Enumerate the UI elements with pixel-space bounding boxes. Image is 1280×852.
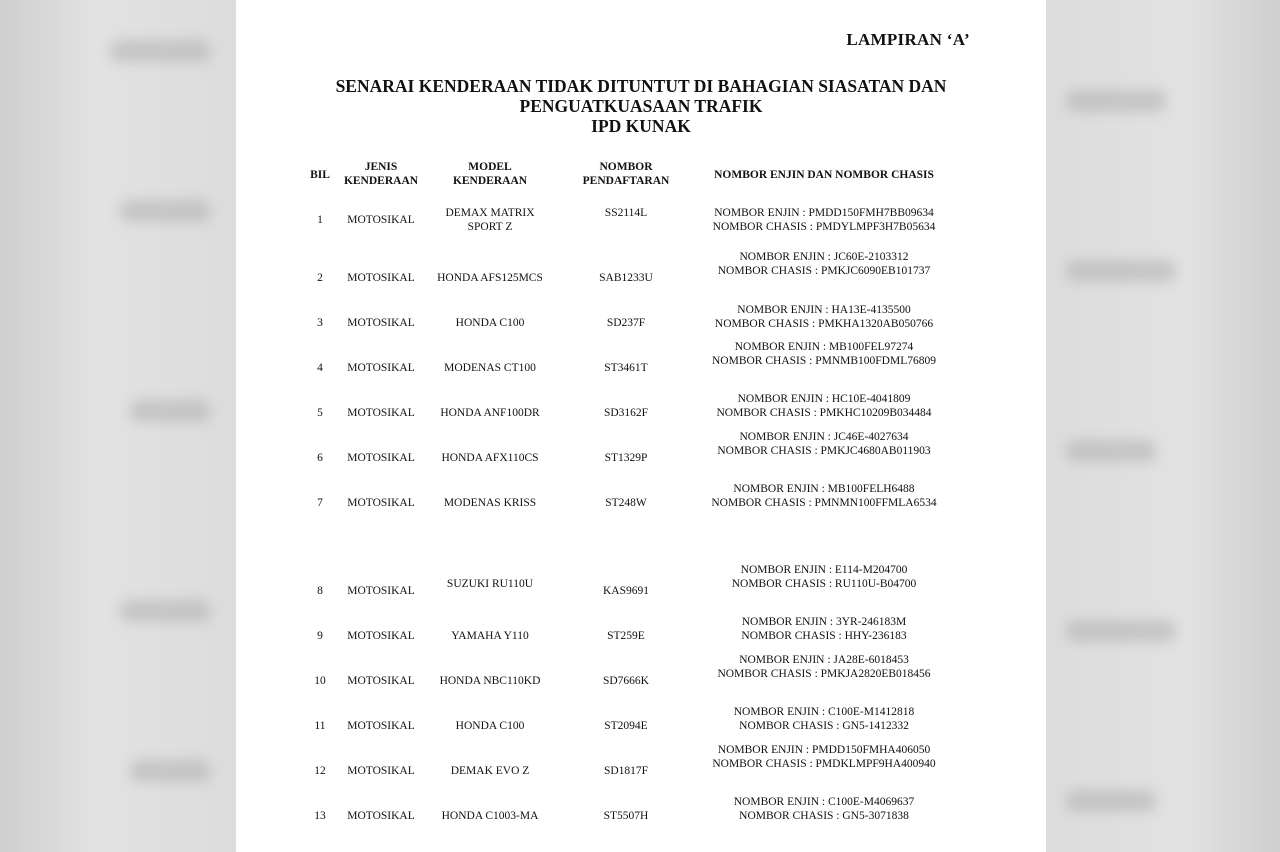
document-page (236, 0, 1046, 852)
row-nombor-enjin: NOMBOR ENJIN : HA13E-4135500 (737, 304, 911, 316)
row-nombor-chasis: NOMBOR CHASIS : PMNMB100FDML76809 (712, 355, 936, 367)
row-jenis: MOTOSIKAL (347, 720, 415, 732)
header-nombor (566, 160, 686, 188)
row-jenis: MOTOSIKAL (347, 452, 415, 464)
header-nombor-line2: PENDAFTARAN (582, 175, 670, 187)
row-model: YAMAHA Y110 (451, 630, 529, 642)
row-model: HONDA C100 (455, 720, 525, 732)
row-nombor-enjin: NOMBOR ENJIN : MB100FEL97274 (734, 341, 914, 353)
row-nombor-pendaftaran: SD3162F (603, 407, 649, 419)
row-nombor-pendaftaran: KAS9691 (602, 585, 649, 597)
blurred-background-left (0, 0, 236, 852)
row-nombor-pendaftaran: SD1817F (603, 765, 649, 777)
row-model: MODENAS KRISS (443, 497, 537, 509)
row-nombor-enjin: NOMBOR ENJIN : E114-M204700 (740, 564, 908, 576)
row-bil: 5 (317, 407, 323, 419)
appendix-label: LAMPIRAN ‘A’ (846, 30, 970, 49)
title-line-2: PENGUATKUASAAN TRAFIK (519, 96, 763, 116)
document-title (236, 76, 1046, 136)
row-nombor-pendaftaran: ST5507H (603, 810, 649, 822)
header-jenis (336, 160, 426, 188)
header-bil: BIL (310, 169, 330, 181)
row-jenis: MOTOSIKAL (347, 407, 415, 419)
row-nombor-chasis: NOMBOR CHASIS : GN5-3071838 (739, 810, 909, 822)
row-jenis: MOTOSIKAL (347, 630, 415, 642)
header-jenis-line2: KENDERAAN (343, 175, 419, 187)
row-nombor-enjin: NOMBOR ENJIN : PMDD150FMHA406050 (717, 744, 931, 756)
row-jenis: MOTOSIKAL (347, 214, 415, 226)
row-model: HONDA C1003-MA (441, 810, 539, 822)
row-nombor-pendaftaran: ST2094E (604, 720, 648, 732)
row-nombor-pendaftaran: SD7666K (602, 675, 649, 687)
row-model: HONDA NBC110KD (439, 675, 541, 687)
row-nombor-pendaftaran: SD237F (606, 317, 646, 329)
row-nombor-pendaftaran: ST259E (607, 630, 645, 642)
row-nombor-chasis: NOMBOR CHASIS : PMNMN100FFMLA6534 (711, 497, 937, 509)
row-model: HONDA AFS125MCS (437, 272, 543, 284)
row-model-line1: DEMAX MATRIX (445, 207, 535, 219)
row-jenis: MOTOSIKAL (347, 810, 415, 822)
row-nombor-chasis: NOMBOR CHASIS : PMKHA1320AB050766 (714, 318, 934, 330)
row-nombor-pendaftaran: ST3461T (604, 362, 648, 374)
row-nombor-enjin: NOMBOR ENJIN : C100E-M4069637 (733, 796, 915, 808)
row-bil: 8 (317, 585, 323, 597)
row-nombor-chasis: NOMBOR CHASIS : PMDYLMPF3H7B05634 (712, 221, 936, 233)
row-bil: 12 (314, 765, 326, 777)
header-model-line1: MODEL (468, 161, 512, 173)
row-nombor-chasis: NOMBOR CHASIS : PMKJC4680AB011903 (717, 445, 931, 457)
row-model: DEMAK EVO Z (450, 765, 530, 777)
row-nombor-enjin: NOMBOR ENJIN : HC10E-4041809 (737, 393, 911, 405)
row-nombor-chasis: NOMBOR CHASIS : RU110U-B04700 (731, 578, 917, 590)
row-nombor-pendaftaran: SS2114L (604, 207, 648, 219)
row-nombor-chasis: NOMBOR CHASIS : PMKJA2820EB018456 (717, 668, 931, 680)
row-model-line2: SPORT Z (467, 221, 513, 233)
row-bil: 11 (314, 720, 326, 732)
row-nombor-enjin: NOMBOR ENJIN : PMDD150FMH7BB09634 (714, 207, 934, 219)
row-jenis: MOTOSIKAL (347, 497, 415, 509)
header-enjin-chasis: NOMBOR ENJIN DAN NOMBOR CHASIS (714, 169, 934, 181)
title-line-1: SENARAI KENDERAAN TIDAK DITUNTUT DI BAHAGIAN SIASATAN DAN (335, 76, 947, 96)
header-model (424, 160, 556, 188)
row-nombor-enjin: NOMBOR ENJIN : MB100FELH6488 (733, 483, 915, 495)
title-line-3: IPD KUNAK (591, 116, 691, 136)
row-nombor-enjin: NOMBOR ENJIN : JC60E-2103312 (739, 251, 909, 263)
row-jenis: MOTOSIKAL (347, 675, 415, 687)
row-jenis: MOTOSIKAL (347, 317, 415, 329)
row-nombor-pendaftaran: ST1329P (604, 452, 648, 464)
row-bil: 1 (317, 214, 323, 226)
row-bil: 10 (314, 675, 326, 687)
row-nombor-enjin: NOMBOR ENJIN : 3YR-246183M (741, 616, 907, 628)
header-model-line2: KENDERAAN (452, 175, 528, 187)
row-nombor-chasis: NOMBOR CHASIS : HHY-236183 (741, 630, 907, 642)
blurred-background-right (1046, 0, 1280, 852)
row-nombor-enjin: NOMBOR ENJIN : C100E-M1412818 (733, 706, 915, 718)
row-bil: 9 (317, 630, 323, 642)
row-nombor-pendaftaran: SAB1233U (599, 272, 653, 284)
row-bil: 4 (317, 362, 323, 374)
row-jenis: MOTOSIKAL (347, 272, 415, 284)
row-nombor-chasis: NOMBOR CHASIS : PMKHC10209B034484 (716, 407, 932, 419)
row-jenis: MOTOSIKAL (347, 362, 415, 374)
row-nombor-chasis: NOMBOR CHASIS : PMKJC6090EB101737 (717, 265, 931, 277)
row-model: HONDA AFX110CS (441, 452, 539, 464)
row-bil: 7 (317, 497, 323, 509)
row-bil: 2 (317, 272, 323, 284)
header-jenis-line1: JENIS (364, 161, 398, 173)
row-jenis: MOTOSIKAL (347, 765, 415, 777)
row-model: SUZUKI RU110U (446, 578, 534, 590)
row-bil: 3 (317, 317, 323, 329)
row-nombor-enjin: NOMBOR ENJIN : JA28E-6018453 (739, 654, 909, 666)
row-nombor-chasis: NOMBOR CHASIS : GN5-1412332 (739, 720, 909, 732)
row-bil: 6 (317, 452, 323, 464)
row-bil: 13 (314, 810, 326, 822)
row-nombor-pendaftaran: ST248W (605, 497, 647, 509)
row-nombor-chasis: NOMBOR CHASIS : PMDKLMPF9HA400940 (712, 758, 936, 770)
row-model: HONDA ANF100DR (440, 407, 540, 419)
row-model: HONDA C100 (455, 317, 525, 329)
row-model: MODENAS CT100 (444, 362, 536, 374)
header-nombor-line1: NOMBOR (599, 161, 653, 173)
row-jenis: MOTOSIKAL (347, 585, 415, 597)
row-nombor-enjin: NOMBOR ENJIN : JC46E-4027634 (739, 431, 909, 443)
